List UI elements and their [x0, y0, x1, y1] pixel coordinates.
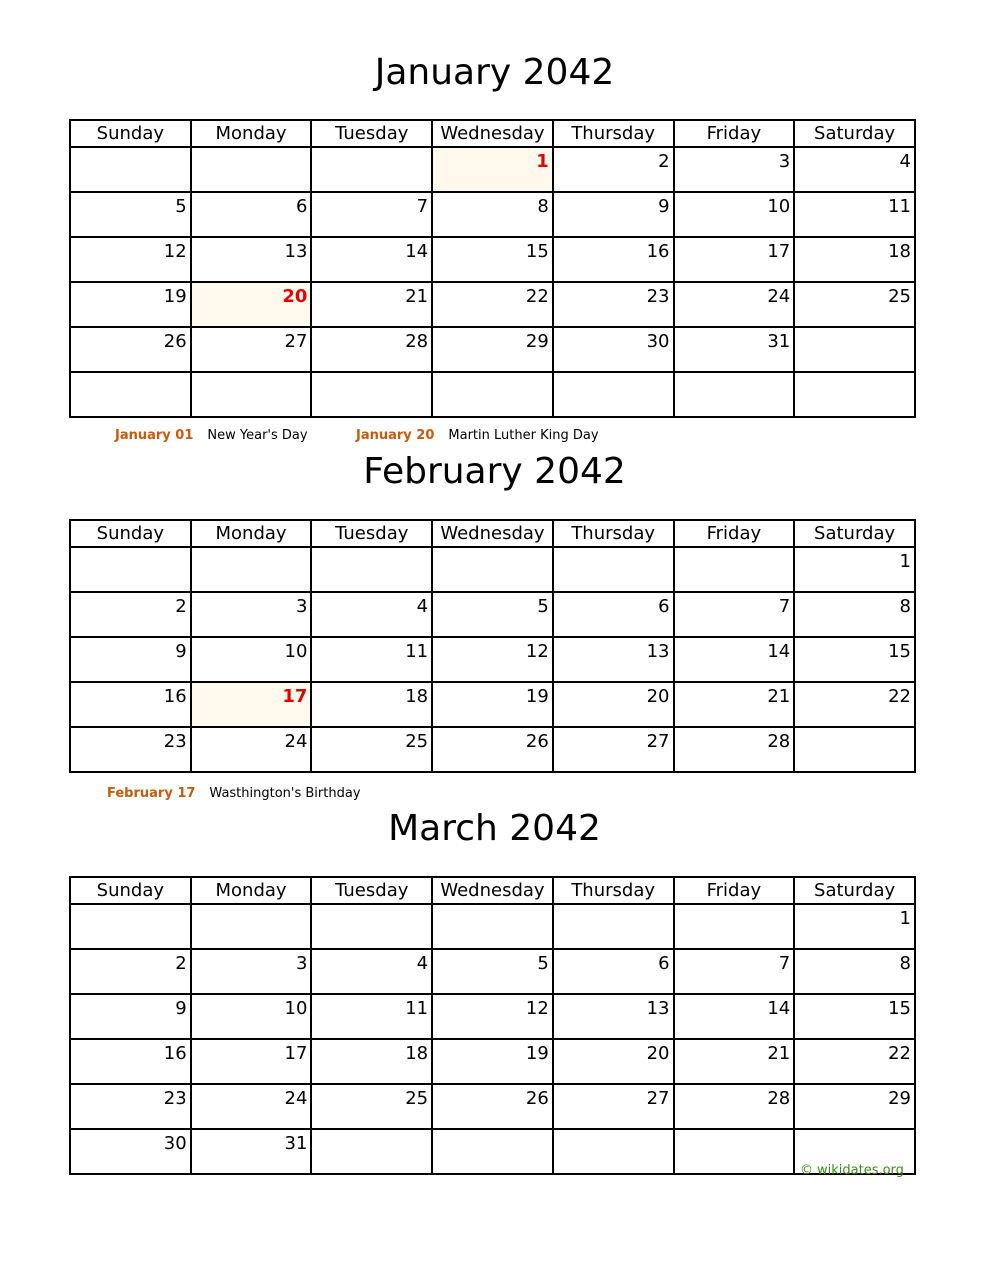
weekday-header-row — [70, 120, 915, 147]
day-cell: 23 — [70, 727, 191, 772]
weekday-header: Tuesday — [311, 877, 432, 904]
day-cell: 22 — [432, 282, 553, 327]
day-cell: 6 — [553, 592, 674, 637]
day-cell: 2 — [70, 949, 191, 994]
weekday-header: Friday — [674, 120, 795, 147]
week-row — [70, 1039, 915, 1084]
day-cell: 1 — [794, 904, 915, 949]
day-cell — [191, 372, 312, 417]
week-row — [70, 727, 915, 772]
weekday-header: Monday — [191, 120, 312, 147]
weekday-header: Tuesday — [311, 120, 432, 147]
week-row — [70, 547, 915, 592]
day-cell: 4 — [311, 949, 432, 994]
day-cell: 14 — [674, 994, 795, 1039]
day-cell: 26 — [432, 1084, 553, 1129]
day-cell: 2 — [553, 147, 674, 192]
day-cell — [70, 147, 191, 192]
calendar-february — [69, 519, 916, 773]
day-cell — [191, 147, 312, 192]
day-cell: 23 — [553, 282, 674, 327]
day-cell: 24 — [191, 727, 312, 772]
holiday-day-cell: 20 — [191, 282, 312, 327]
day-cell — [432, 372, 553, 417]
day-cell: 11 — [311, 637, 432, 682]
week-row — [70, 192, 915, 237]
day-cell: 14 — [674, 637, 795, 682]
day-cell: 13 — [553, 637, 674, 682]
day-cell: 18 — [311, 1039, 432, 1084]
day-cell: 5 — [70, 192, 191, 237]
weekday-header: Wednesday — [432, 877, 553, 904]
day-cell — [794, 727, 915, 772]
day-cell: 23 — [70, 1084, 191, 1129]
weekday-header: Thursday — [553, 520, 674, 547]
weekday-header: Wednesday — [432, 520, 553, 547]
day-cell: 9 — [70, 637, 191, 682]
day-cell: 7 — [674, 949, 795, 994]
day-cell: 8 — [794, 592, 915, 637]
day-cell: 10 — [674, 192, 795, 237]
day-cell: 21 — [311, 282, 432, 327]
week-row — [70, 1129, 915, 1174]
day-cell — [794, 327, 915, 372]
day-cell: 31 — [674, 327, 795, 372]
day-cell: 19 — [432, 1039, 553, 1084]
month-title-march: March 2042 — [388, 808, 601, 849]
day-cell: 26 — [432, 727, 553, 772]
day-cell: 4 — [794, 147, 915, 192]
day-cell: 3 — [191, 592, 312, 637]
day-cell: 16 — [553, 237, 674, 282]
holiday-date: February 17 — [107, 786, 196, 801]
day-cell: 28 — [674, 1084, 795, 1129]
site-credit-label: wikidates.org — [817, 1163, 904, 1178]
day-cell: 25 — [794, 282, 915, 327]
weekday-header-row — [70, 877, 915, 904]
day-cell — [553, 1129, 674, 1174]
week-row — [70, 237, 915, 282]
day-cell: 13 — [553, 994, 674, 1039]
day-cell — [553, 372, 674, 417]
day-cell — [432, 547, 553, 592]
day-cell: 16 — [70, 682, 191, 727]
day-cell: 19 — [432, 682, 553, 727]
weekday-header: Sunday — [70, 877, 191, 904]
day-cell: 6 — [553, 949, 674, 994]
weekday-header: Friday — [674, 877, 795, 904]
weekday-header: Thursday — [553, 877, 674, 904]
day-cell — [191, 904, 312, 949]
day-cell: 3 — [191, 949, 312, 994]
week-row — [70, 282, 915, 327]
day-cell — [311, 1129, 432, 1174]
day-cell — [432, 904, 553, 949]
holiday-name: Wasthington's Birthday — [209, 786, 361, 801]
day-cell: 28 — [674, 727, 795, 772]
day-cell: 12 — [432, 994, 553, 1039]
day-cell: 16 — [70, 1039, 191, 1084]
day-cell — [674, 904, 795, 949]
day-cell: 15 — [794, 994, 915, 1039]
day-cell: 15 — [794, 637, 915, 682]
day-cell: 27 — [191, 327, 312, 372]
weekday-header: Sunday — [70, 120, 191, 147]
copyright-icon: © — [800, 1163, 813, 1178]
weekday-header: Saturday — [794, 877, 915, 904]
holiday-name: Martin Luther King Day — [448, 428, 599, 443]
weekday-header-row — [70, 520, 915, 547]
weekday-header: Monday — [191, 877, 312, 904]
day-cell — [311, 147, 432, 192]
week-row — [70, 994, 915, 1039]
weekday-header: Monday — [191, 520, 312, 547]
holiday-day-cell: 1 — [432, 147, 553, 192]
week-row — [70, 1084, 915, 1129]
week-row — [70, 147, 915, 192]
day-cell: 25 — [311, 727, 432, 772]
weekday-header: Thursday — [553, 120, 674, 147]
day-cell: 19 — [70, 282, 191, 327]
day-cell — [191, 547, 312, 592]
month-title-january: January 2042 — [374, 52, 615, 93]
day-cell: 28 — [311, 327, 432, 372]
day-cell: 6 — [191, 192, 312, 237]
day-cell: 22 — [794, 1039, 915, 1084]
day-cell: 27 — [553, 727, 674, 772]
day-cell: 5 — [432, 592, 553, 637]
day-cell: 17 — [674, 237, 795, 282]
day-cell — [794, 372, 915, 417]
day-cell — [70, 372, 191, 417]
holiday-date: January 20 — [356, 428, 435, 443]
day-cell — [674, 547, 795, 592]
day-cell: 3 — [674, 147, 795, 192]
day-cell: 20 — [553, 1039, 674, 1084]
holiday-list-january — [115, 427, 308, 445]
day-cell — [674, 372, 795, 417]
day-cell: 2 — [70, 592, 191, 637]
day-cell: 26 — [70, 327, 191, 372]
site-credit[interactable] — [800, 1163, 904, 1178]
day-cell — [311, 904, 432, 949]
day-cell — [432, 1129, 553, 1174]
day-cell: 10 — [191, 994, 312, 1039]
day-cell: 21 — [674, 682, 795, 727]
day-cell: 27 — [553, 1084, 674, 1129]
day-cell — [311, 372, 432, 417]
calendar-march — [69, 876, 916, 1175]
day-cell: 18 — [794, 237, 915, 282]
day-cell: 22 — [794, 682, 915, 727]
holiday-list-january-2 — [356, 427, 599, 445]
day-cell: 11 — [794, 192, 915, 237]
weekday-header: Friday — [674, 520, 795, 547]
day-cell: 12 — [432, 637, 553, 682]
holiday-list-february — [107, 785, 361, 803]
day-cell: 7 — [674, 592, 795, 637]
day-cell: 4 — [311, 592, 432, 637]
day-cell: 17 — [191, 1039, 312, 1084]
weekday-header: Saturday — [794, 120, 915, 147]
day-cell: 24 — [191, 1084, 312, 1129]
day-cell: 24 — [674, 282, 795, 327]
day-cell: 11 — [311, 994, 432, 1039]
day-cell — [553, 547, 674, 592]
day-cell: 29 — [432, 327, 553, 372]
day-cell: 29 — [794, 1084, 915, 1129]
day-cell — [553, 904, 674, 949]
day-cell: 30 — [553, 327, 674, 372]
week-row — [70, 682, 915, 727]
week-row — [70, 637, 915, 682]
day-cell: 8 — [794, 949, 915, 994]
day-cell: 30 — [70, 1129, 191, 1174]
weekday-header: Saturday — [794, 520, 915, 547]
day-cell: 9 — [70, 994, 191, 1039]
week-row — [70, 327, 915, 372]
holiday-name: New Year's Day — [207, 428, 308, 443]
day-cell: 12 — [70, 237, 191, 282]
day-cell: 21 — [674, 1039, 795, 1084]
weekday-header: Sunday — [70, 520, 191, 547]
day-cell: 20 — [553, 682, 674, 727]
day-cell: 18 — [311, 682, 432, 727]
day-cell — [674, 1129, 795, 1174]
day-cell: 10 — [191, 637, 312, 682]
month-title-february: February 2042 — [363, 451, 626, 492]
day-cell: 5 — [432, 949, 553, 994]
calendar-january — [69, 119, 916, 418]
weekday-header: Tuesday — [311, 520, 432, 547]
day-cell: 13 — [191, 237, 312, 282]
day-cell: 25 — [311, 1084, 432, 1129]
week-row — [70, 904, 915, 949]
day-cell: 1 — [794, 547, 915, 592]
day-cell: 9 — [553, 192, 674, 237]
week-row — [70, 372, 915, 417]
weekday-header: Wednesday — [432, 120, 553, 147]
holiday-day-cell: 17 — [191, 682, 312, 727]
day-cell: 7 — [311, 192, 432, 237]
day-cell — [70, 904, 191, 949]
holiday-date: January 01 — [115, 428, 194, 443]
day-cell — [70, 547, 191, 592]
day-cell: 14 — [311, 237, 432, 282]
week-row — [70, 949, 915, 994]
day-cell — [311, 547, 432, 592]
day-cell: 8 — [432, 192, 553, 237]
day-cell: 15 — [432, 237, 553, 282]
week-row — [70, 592, 915, 637]
day-cell: 31 — [191, 1129, 312, 1174]
